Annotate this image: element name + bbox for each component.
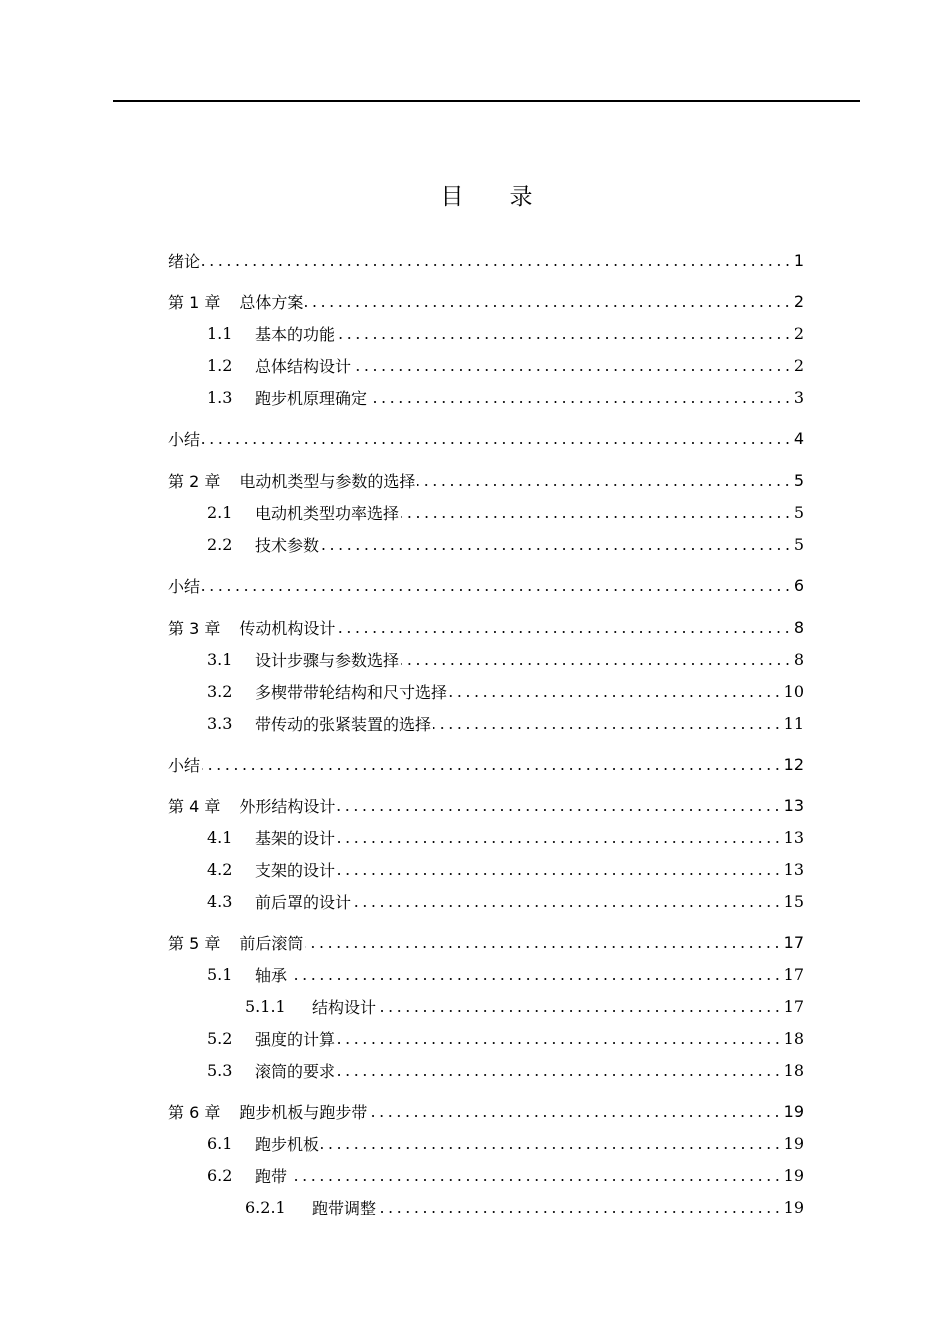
dot-leader [353,894,782,908]
toc-entry-page-number: 2 [793,355,804,375]
toc-entry[interactable] [207,678,804,704]
dot-leader [289,1168,782,1182]
dot-leader [401,505,792,519]
dot-leader [417,473,791,487]
toc-entry-page-number: 10 [783,681,804,701]
toc-entry-number: 2.1 [207,502,233,522]
toc-entry[interactable] [207,646,804,672]
toc-entry-number: 5.2 [207,1028,233,1048]
toc-entry-number: 第 6 章 [168,1102,221,1122]
toc-entry-page-number: 4 [793,428,804,448]
toc-entry-title: 小结 [168,755,201,775]
dot-leader [202,253,792,267]
toc-entry-title: 强度的计算 [255,1029,336,1049]
toc-entry-number: 5.3 [207,1060,233,1080]
toc-entry-page-number: 5 [793,470,804,490]
toc-entry-number: 第 2 章 [168,471,221,491]
dot-leader [337,862,782,876]
toc-entry-title: 跑带 [255,1166,288,1186]
toc-entry-page-number: 11 [783,713,804,733]
toc-entry-title: 轴承 [255,965,288,985]
dot-leader [337,798,781,812]
toc-entry[interactable] [168,467,804,493]
toc-entry[interactable] [168,751,804,777]
toc-entry-number: 3.2 [207,681,233,701]
dot-leader [202,431,792,445]
dot-leader [353,358,792,372]
toc-entry[interactable] [207,888,804,914]
dot-leader [337,1063,782,1077]
toc-entry-title: 技术参数 [255,535,320,555]
toc-entry-page-number: 8 [793,649,804,669]
toc-entry-number: 6.2 [207,1165,233,1185]
toc-entry-page-number: 13 [783,827,804,847]
toc-entry[interactable] [207,961,804,987]
dot-leader [337,620,791,634]
toc-entry[interactable] [207,1057,804,1083]
toc-entry-number: 5.1.1 [245,996,286,1016]
toc-entry-title: 多楔带带轮结构和尺寸选择 [255,682,448,702]
toc-entry-number: 第 5 章 [168,933,221,953]
toc-entry-title: 电动机类型与参数的选择 [239,471,416,491]
toc-entry-number: 3.3 [207,713,233,733]
toc-entry[interactable] [168,929,804,955]
toc-entry-title: 跑步机板与跑步带 [239,1102,368,1122]
dot-leader [337,830,782,844]
toc-entry-title: 跑步机原理确定 [255,388,368,408]
toc-entry-number: 4.2 [207,859,233,879]
toc-entry-title: 设计步骤与参数选择 [255,650,400,670]
toc-entry-title: 小结 [168,429,201,449]
toc-entry-title: 带传动的张紧装置的选择 [255,714,432,734]
dot-leader [401,652,792,666]
toc-entry[interactable] [168,425,804,451]
toc-entry-page-number: 6 [793,575,804,595]
toc-entry[interactable] [168,288,804,314]
toc-entry-number: 第 3 章 [168,618,221,638]
toc-entry-number: 6.2.1 [245,1197,286,1217]
toc-entry[interactable] [168,247,804,273]
toc-entry-title: 总体方案 [239,292,304,312]
toc-entry-page-number: 5 [793,534,804,554]
toc-entry-title: 基架的设计 [255,828,336,848]
dot-leader [378,1200,782,1214]
toc-entry[interactable] [207,320,804,346]
toc-entry[interactable] [168,1098,804,1124]
toc-entry-title: 总体结构设计 [255,356,352,376]
dot-leader [433,716,782,730]
toc-entry-number: 1.2 [207,355,233,375]
dot-leader [321,1136,782,1150]
toc-entry[interactable] [168,572,804,598]
toc-entry[interactable] [207,856,804,882]
toc-entry-page-number: 15 [783,891,804,911]
toc-entry-page-number: 18 [783,1060,804,1080]
toc-entry-page-number: 17 [783,964,804,984]
toc-entry[interactable] [207,352,804,378]
toc-entry[interactable] [207,1025,804,1051]
toc-entry-page-number: 17 [783,996,804,1016]
toc-entry[interactable] [207,1130,804,1156]
toc-entry-number: 1.1 [207,323,233,343]
toc-entry-number: 5.1 [207,964,233,984]
toc-entry-title: 前后滚筒 [239,933,304,953]
toc-entry-title: 前后罩的设计 [255,892,352,912]
page-title-char-1: 目 [440,184,466,210]
dot-leader [202,757,782,771]
toc-entry-page-number: 13 [783,795,804,815]
toc-entry-page-number: 19 [783,1101,804,1121]
toc-entry-title: 支架的设计 [255,860,336,880]
dot-leader [289,967,782,981]
toc-entry-page-number: 12 [783,754,804,774]
toc-entry-title: 绪论 [168,251,201,271]
toc-entry-number: 1.3 [207,387,233,407]
toc-entry-page-number: 2 [793,291,804,311]
toc-entry-number: 第 4 章 [168,796,221,816]
toc-entry[interactable] [207,499,804,525]
toc-entry-title: 结构设计 [312,997,377,1017]
toc-entry-page-number: 18 [783,1028,804,1048]
toc-entry-number: 4.1 [207,827,233,847]
toc-entry[interactable] [207,710,804,736]
dot-leader [202,578,792,592]
dot-leader [337,1031,782,1045]
toc-entry[interactable] [207,384,804,410]
toc-entry[interactable] [207,1162,804,1188]
toc-entry-page-number: 17 [783,932,804,952]
toc-entry[interactable] [168,792,804,818]
dot-leader [337,326,792,340]
toc-entry-title: 外形结构设计 [239,796,336,816]
toc-entry-number: 2.2 [207,534,233,554]
toc-entry[interactable] [207,824,804,850]
dot-leader [369,390,792,404]
toc-entry-page-number: 13 [783,859,804,879]
toc-entry-title: 滚筒的要求 [255,1061,336,1081]
dot-leader [378,999,782,1013]
toc-entry-page-number: 19 [783,1165,804,1185]
toc-entry[interactable] [207,531,804,557]
toc-entry-number: 3.1 [207,649,233,669]
dot-leader [305,935,781,949]
toc-entry[interactable] [245,1194,804,1220]
dot-leader [369,1104,781,1118]
toc-entry[interactable] [168,614,804,640]
toc-entry-page-number: 1 [793,250,804,270]
toc-entry-number: 第 1 章 [168,292,221,312]
page-title-char-2: 录 [509,184,535,210]
toc-entry-page-number: 8 [793,617,804,637]
toc-entry-page-number: 5 [793,502,804,522]
dot-leader [321,537,792,551]
toc-entry-page-number: 19 [783,1133,804,1153]
toc-entry-title: 基本的功能 [255,324,336,344]
toc-entry-page-number: 2 [793,323,804,343]
toc-entry-title: 传动机构设计 [239,618,336,638]
toc-entry-number: 4.3 [207,891,233,911]
toc-entry[interactable] [245,993,804,1019]
dot-leader [305,294,791,308]
toc-entry-title: 跑带调整 [312,1198,377,1218]
toc-entry-title: 电动机类型功率选择 [255,503,400,523]
toc-entry-title: 小结 [168,576,201,596]
toc-entry-page-number: 3 [793,387,804,407]
dot-leader [449,684,782,698]
toc-entry-page-number: 19 [783,1197,804,1217]
toc-entry-title: 跑步机板 [255,1134,320,1154]
toc-entry-number: 6.1 [207,1133,233,1153]
